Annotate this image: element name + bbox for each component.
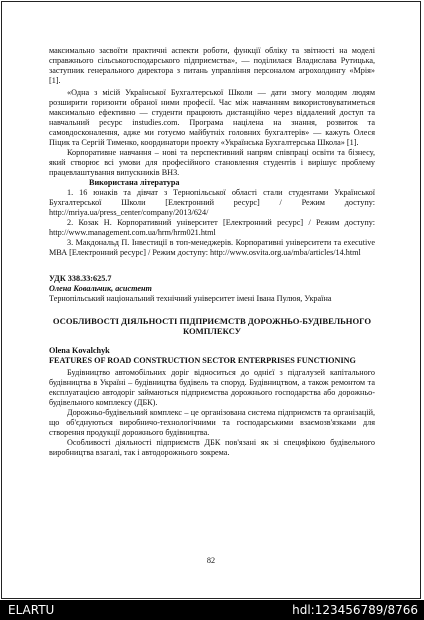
paragraph-conclusion: Корпоративне навчання – нові та перспективний напрям співпраці освіти та бізнесу, який створює всі умови для професійного становлення студентів і вирішує проблему працевлаштування випускників ВНЗ. — [49, 148, 375, 177]
article-title-en: FEATURES OF ROAD CONSTRUCTION SECTOR ENTERPRISES FUNCTIONING — [49, 356, 356, 365]
document-page — [1, 1, 421, 599]
paragraph: Дорожньо-будівельний комплекс – це організована система підприємств та організацій, що об'єднуються виробничо-технологічними та господарськими взаємозв'язками для створення продукції дорожнього будівництва. — [49, 408, 375, 437]
article-title-ua: ОСОБЛИВОСТІ ДІЯЛЬНОСТІ ПІДПРИЄМСТВ ДОРОЖНЬО-БУДІВЕЛЬНОГО КОМПЛЕКСУ — [52, 316, 372, 336]
viewer-footer-bar — [0, 600, 424, 620]
references-title: Використана література — [89, 178, 180, 187]
repository-name: ELARTU — [8, 603, 55, 617]
reference-item: 2. Козак Н. Корпоративний університет [Електронний ресурс] / Режим доступу: http://www.management.com.ua/hrm/hrm021.html — [49, 218, 375, 237]
author-ua: Олена Ковальчик, асистент — [49, 284, 152, 293]
handle-id: hdl:123456789/8766 — [292, 603, 418, 617]
paragraph: Особливості діяльності підприємств ДБК пов'язані як зі специфікою будівельного виробництва взагалі, так і автодорожнього зокрема. — [49, 438, 375, 457]
reference-item: 3. Макдональд П. Інвестиції в топ-менеджерів. Корпоративні університети та executive МВА [Електронний ресурс] / Режим доступу: http://www.osvita.org.ua/mba/articles/14.html — [49, 238, 375, 257]
author-en: Olena Kovalchyk — [49, 346, 110, 355]
udk-code: УДК 338.33:625.7 — [49, 274, 112, 283]
paragraph: максимально засвоїти практичні аспекти роботи, функції обліку та звітності на моделі справжнього сільськогосподарського підприємства», — поділилася Владислава Рутицька, заступник генерального директора з питань управління персоналом агрохолдингу «Мрія» [1]. — [49, 46, 375, 85]
affiliation: Тернопільський національний технічний університет імені Івана Пулюя, Україна — [49, 294, 332, 303]
paragraph: Будівництво автомобільних доріг відноситься до однієї з підгалузей капітального будівництва в Україні – будівництва будівель та споруд. Будівництвом, а також ремонтом та експлуатацією автодоріг займаються підприємства дорожнього господарства або дорожньо-будівельного комплексу (ДБК). — [49, 368, 375, 407]
reference-item: 1. 16 юнаків та дівчат з Тернопільської області стали студентами Української Бухгалтерської Школи [Електронний ресурс] / Режим доступу: http://mriya.ua/press_center/company/2013/624/ — [49, 188, 375, 217]
paragraph-quote: «Одна з місій Української Бухгалтерської Школи — дати змогу молодим людям розширити горизонти обраної ними професії. Час між навчанням використовуватиметься максимально ефективно — студенти працюють дистанційно через віддалений доступ та навчальний ресурс instudies.com. Програма націлена на знання, розвиток та самовдосконалення, адже ми готуємо майбутніх головних бухгалтерів» — кажуть Олеся Піцик та Сергій Тименко, координатори проекту «Українська Бухгалтерська Школа» [1]. — [49, 88, 375, 147]
page-number: 82 — [206, 556, 216, 565]
page-content — [49, 46, 375, 458]
